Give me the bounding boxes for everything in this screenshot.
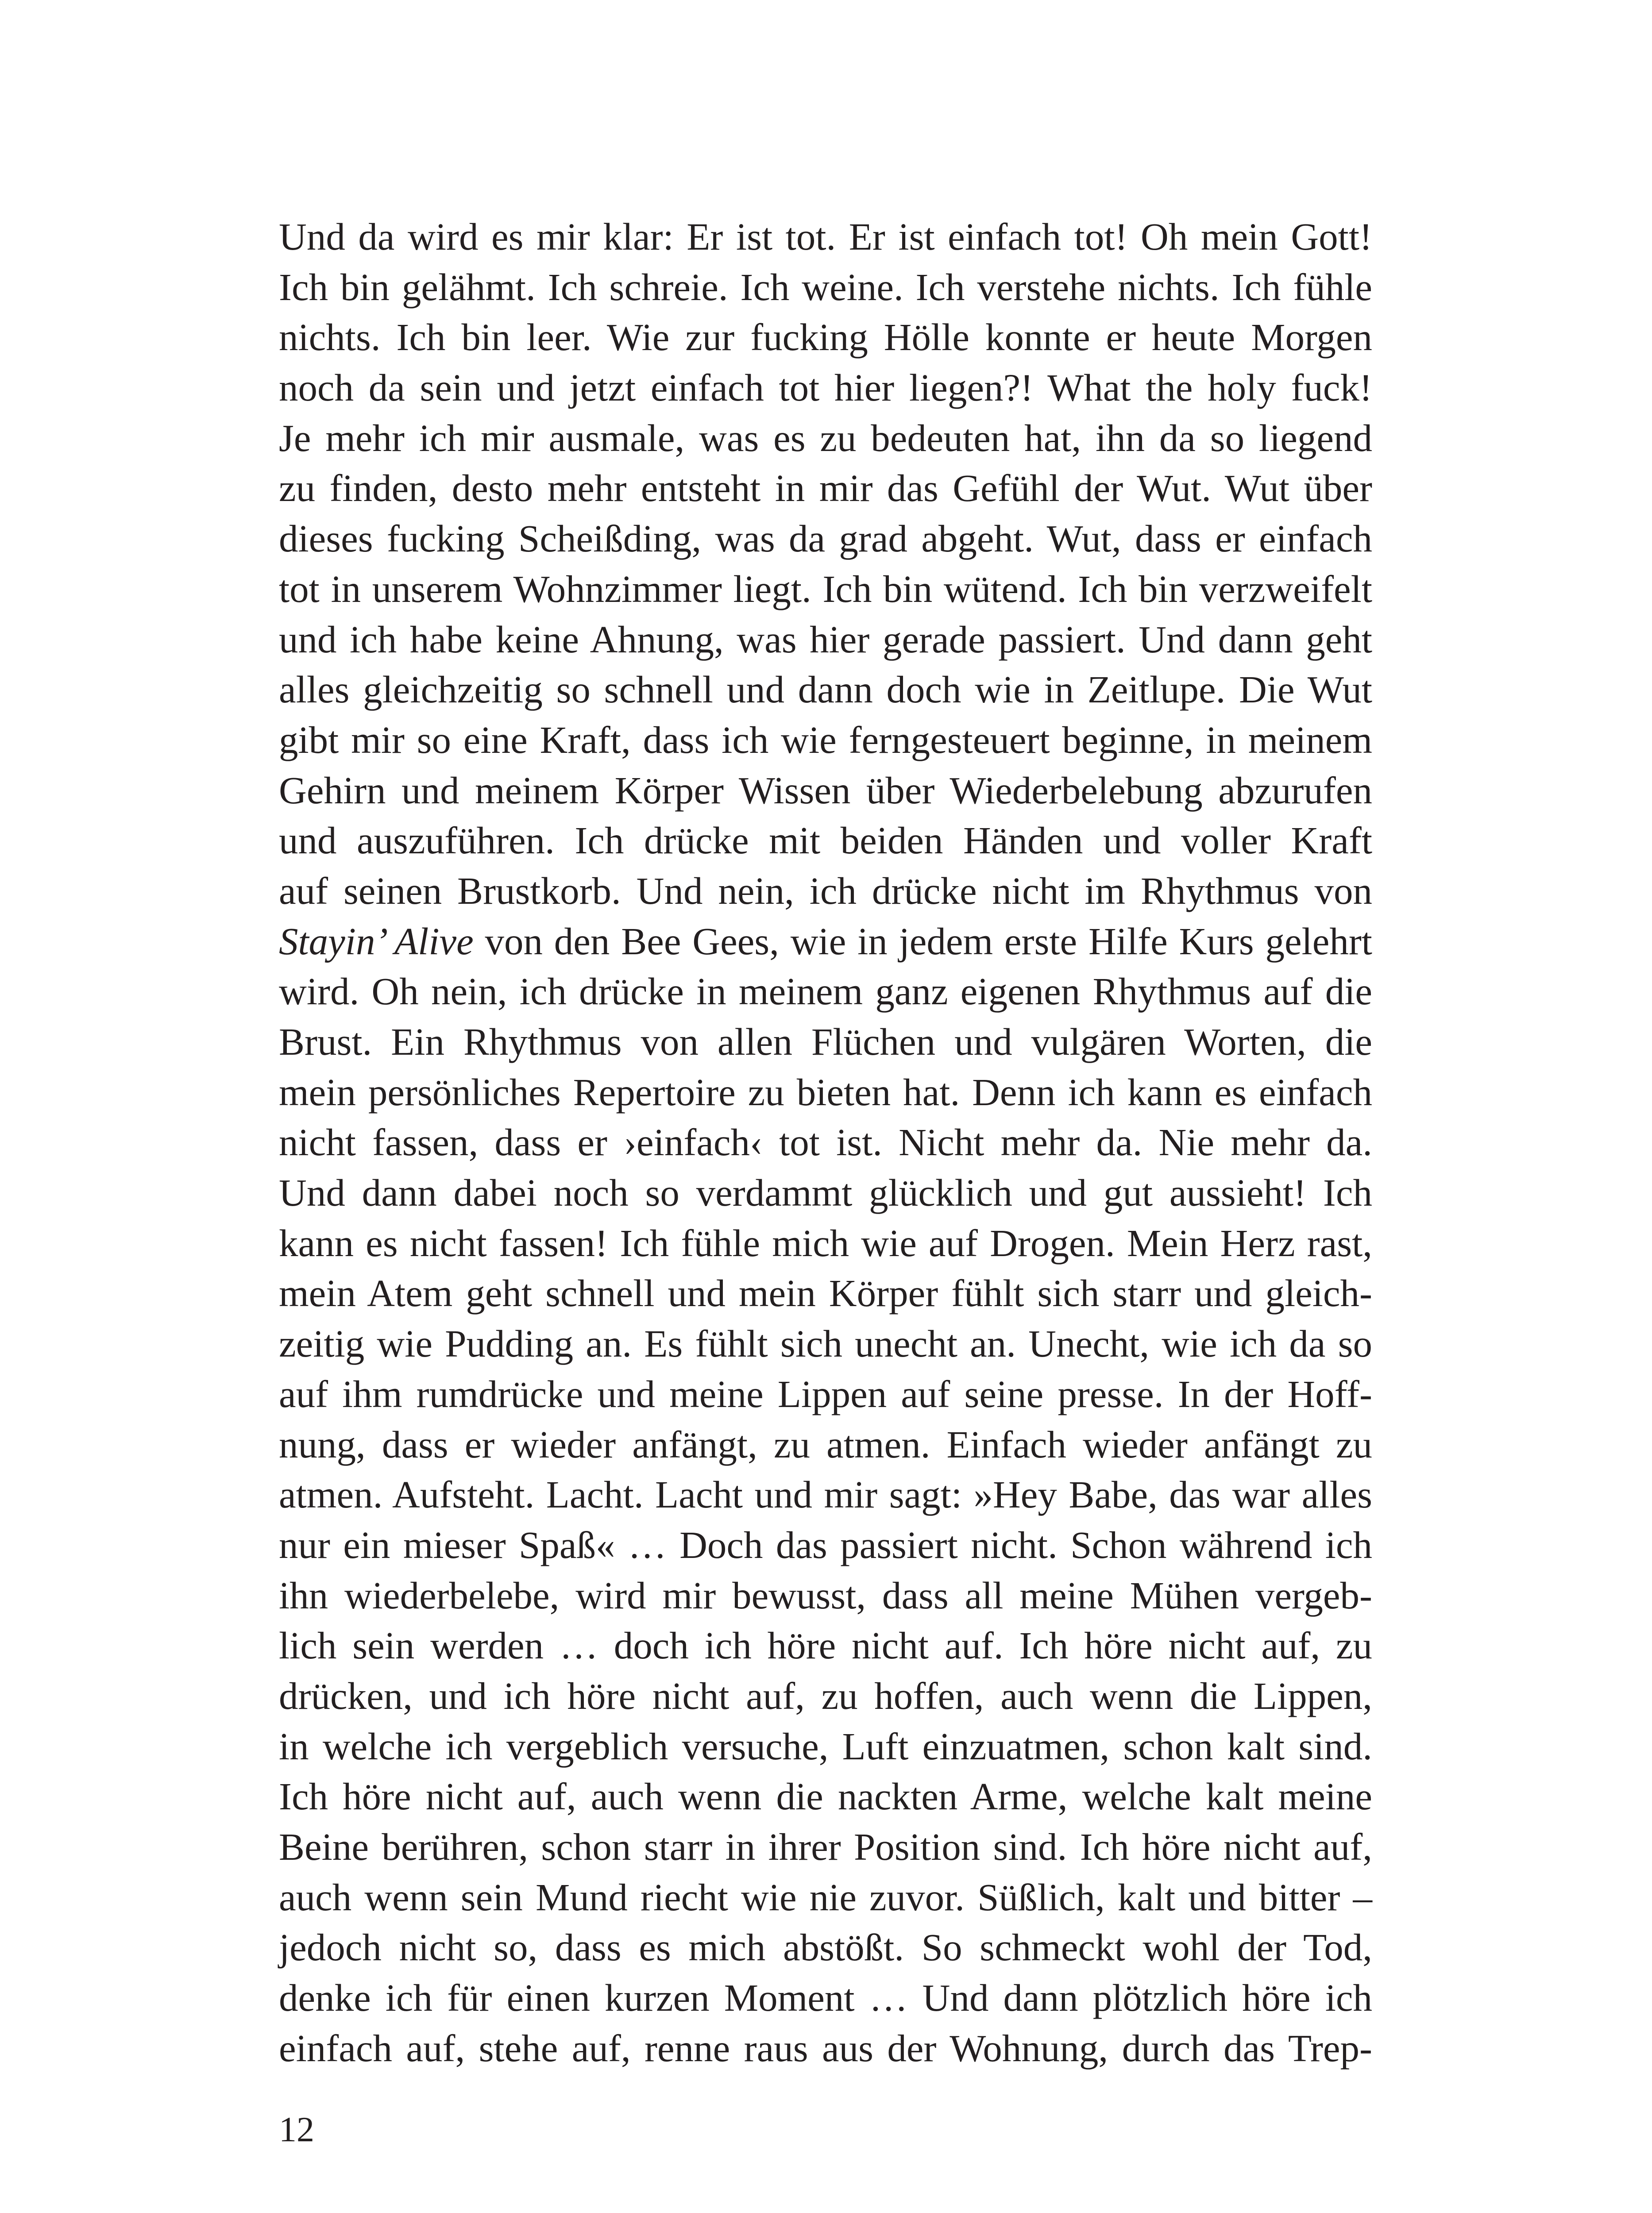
text-line: Beine berühren, schon starr in ihrer Position sind. Ich höre nicht auf, <box>279 1825 1372 1868</box>
text-line: Je mehr ich mir ausmale, was es zu bedeuten hat, ihn da so liegend <box>279 416 1372 459</box>
text-line: in welche ich vergeblich versuche, Luft einzuatmen, schon kalt sind. <box>279 1724 1372 1768</box>
text-line: dieses fucking Scheißding, was da grad abgeht. Wut, dass er einfach <box>279 517 1372 560</box>
text-line: auf seinen Brustkorb. Und nein, ich drücke nicht im Rhythmus von <box>279 869 1372 912</box>
text-line: alles gleichzeitig so schnell und dann doch wie in Zeitlupe. Die Wut <box>279 668 1372 711</box>
text-line: nung, dass er wieder anfängt, zu atmen. Einfach wieder anfängt zu <box>279 1423 1372 1466</box>
text-line: jedoch nicht so, dass es mich abstößt. So schmeckt wohl der Tod, <box>279 1926 1372 1969</box>
text-line: kann es nicht fassen! Ich fühle mich wie auf Drogen. Mein Herz rast, <box>279 1221 1372 1265</box>
text-line <box>279 916 1372 967</box>
text-line: atmen. Aufsteht. Lacht. Lacht und mir sagt: »Hey Babe, das war alles <box>279 1473 1372 1516</box>
text-line: zeitig wie Pudding an. Es fühlt sich unecht an. Unecht, wie ich da so <box>279 1322 1372 1365</box>
text-line: nicht fassen, dass er ›einfach‹ tot ist. Nicht mehr da. Nie mehr da. <box>279 1121 1372 1164</box>
text-line: auch wenn sein Mund riecht wie nie zuvor. Süßlich, kalt und bitter – <box>279 1875 1372 1919</box>
text-line: und ich habe keine Ahnung, was hier gerade passiert. Und dann geht <box>279 617 1372 661</box>
text-line: mein persönliches Repertoire zu bieten hat. Denn ich kann es einfach <box>279 1070 1372 1114</box>
page-number: 12 <box>279 2110 314 2149</box>
text-line: nur ein mieser Spaß« … Doch das passiert nicht. Schon während ich <box>279 1523 1372 1566</box>
text-line: mein Atem geht schnell und mein Körper fühlt sich starr und gleich- <box>279 1272 1372 1315</box>
text-fragment: von den Bee Gees, wie in jedem erste Hilfe Kurs gelehrt <box>473 919 1372 963</box>
text-line: Und dann dabei noch so verdammt glücklich und gut aussieht! Ich <box>279 1171 1372 1214</box>
text-line: nichts. Ich bin leer. Wie zur fucking Hölle konnte er heute Morgen <box>279 316 1372 359</box>
text-line: denke ich für einen kurzen Moment … Und dann plötzlich höre ich <box>279 1976 1372 2020</box>
text-line: Brust. Ein Rhythmus von allen Flüchen und vulgären Worten, die <box>279 1020 1372 1063</box>
text-line: auf ihm rumdrücke und meine Lippen auf seine presse. In der Hoff- <box>279 1372 1372 1415</box>
text-line: Ich höre nicht auf, auch wenn die nackten Arme, welche kalt meine <box>279 1775 1372 1818</box>
text-line: Gehirn und meinem Körper Wissen über Wiederbelebung abzurufen <box>279 768 1372 812</box>
text-line: Und da wird es mir klar: Er ist tot. Er ist einfach tot! Oh mein Gott! <box>279 215 1372 258</box>
body-text <box>279 212 1372 2073</box>
text-line: tot in unserem Wohnzimmer liegt. Ich bin wütend. Ich bin verzweifelt <box>279 567 1372 610</box>
text-line: ihn wiederbelebe, wird mir bewusst, dass all meine Mühen vergeb- <box>279 1573 1372 1617</box>
song-title: Stayin’ Alive <box>279 919 474 963</box>
text-line: Ich bin gelähmt. Ich schreie. Ich weine. Ich verstehe nichts. Ich fühle <box>279 265 1372 308</box>
text-line: wird. Oh nein, ich drücke in meinem ganz eigenen Rhythmus auf die <box>279 970 1372 1013</box>
text-line: lich sein werden … doch ich höre nicht auf. Ich höre nicht auf, zu <box>279 1624 1372 1667</box>
text-line: gibt mir so eine Kraft, dass ich wie ferngesteuert beginne, in meinem <box>279 718 1372 761</box>
text-line: noch da sein und jetzt einfach tot hier liegen?! What the holy fuck! <box>279 366 1372 409</box>
text-line: einfach auf, stehe auf, renne raus aus der Wohnung, durch das Trep- <box>279 2026 1372 2070</box>
text-line: drücken, und ich höre nicht auf, zu hoffen, auch wenn die Lippen, <box>279 1674 1372 1717</box>
text-line: und auszuführen. Ich drücke mit beiden Händen und voller Kraft <box>279 819 1372 862</box>
text-line: zu finden, desto mehr entsteht in mir das Gefühl der Wut. Wut über <box>279 467 1372 510</box>
